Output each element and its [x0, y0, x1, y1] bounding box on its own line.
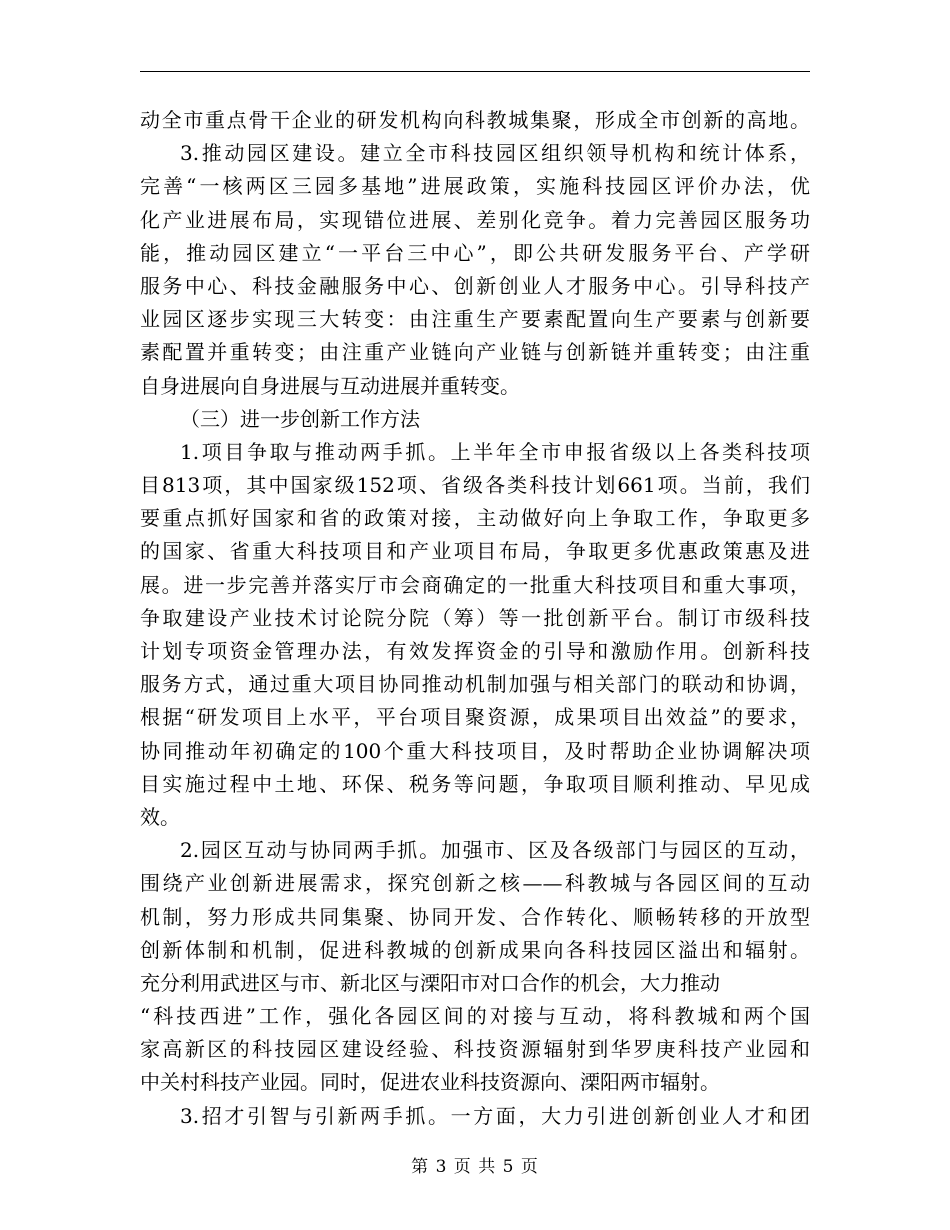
text-line: 机制，努力形成共同集聚、协同开发、合作转化、顺畅转移的开放型	[140, 904, 810, 929]
text-line: 充分利用武进区与市、新北区与溧阳市对口合作的机会，大力推动	[140, 970, 720, 995]
text-line: 家高新区的科技园区建设经验、科技资源辐射到华罗庚科技产业园和	[140, 1037, 810, 1062]
text-line: 要重点抓好国家和省的政策对接，主动做好向上争取工作，争取更多	[140, 506, 810, 531]
text-line: 争取建设产业技术讨论院分院（筹）等一批创新平台。制订市级科技	[140, 605, 810, 630]
text-line: （三）进一步创新工作方法	[180, 406, 420, 431]
text-line: 根据“研发项目上水平，平台项目聚资源，成果项目出效益”的要求，	[140, 705, 810, 730]
text-line: 化产业进展布局，实现错位进展、差别化竞争。着力完善园区服务功	[140, 207, 810, 232]
text-line: 1.项目争取与推动两手抓。上半年全市申报省级以上各类科技项	[180, 439, 810, 464]
document-body	[140, 104, 810, 1133]
page-footer: 第 3 页 共 5 页	[411, 1157, 539, 1177]
text-line: 协同推动年初确定的100个重大科技项目，及时帮助企业协调解决项	[140, 738, 810, 763]
text-line: “科技西进”工作，强化各园区间的对接与互动，将科教城和两个国	[140, 1004, 810, 1029]
text-line: 完善“一核两区三园多基地”进展政策，实施科技园区评价办法，优	[140, 174, 810, 199]
text-line: 计划专项资金管理办法，有效发挥资金的引导和激励作用。创新科技	[140, 639, 810, 663]
text-line: 创新体制和机制，促进科教城的创新成果向各科技园区溢出和辐射。	[140, 937, 810, 962]
header-rule	[140, 71, 810, 72]
text-line: 服务方式，通过重大项目协同推动机制加强与相关部门的联动和协调，	[140, 672, 810, 697]
text-line: 动全市重点骨干企业的研发机构向科教城集聚，形成全市创新的高地。	[140, 108, 810, 132]
text-line: 3.推动园区建设。建立全市科技园区组织领导机构和统计体系，	[180, 141, 810, 166]
text-line: 3.招才引智与引新两手抓。一方面，大力引进创新创业人才和团	[180, 1103, 810, 1128]
text-line: 服务中心、科技金融服务中心、创新创业人才服务中心。引导科技产	[140, 273, 810, 298]
text-line: 素配置并重转变；由注重产业链向产业链与创新链并重转变；由注重	[140, 340, 810, 365]
text-line: 业园区逐步实现三大转变：由注重生产要素配置向生产要素与创新要	[140, 307, 810, 332]
text-line: 中关村科技产业园。同时，促进农业科技资源向、溧阳两市辐射。	[140, 1070, 720, 1095]
text-line: 效。	[140, 804, 180, 829]
text-line: 能，推动园区建立“一平台三中心”，即公共研发服务平台、产学研	[140, 240, 810, 265]
text-line: 目813项，其中国家级152项、省级各类科技计划661项。当前，我们	[140, 473, 810, 498]
text-line: 目实施过程中土地、环保、税务等问题，争取项目顺利推动、早见成	[140, 771, 810, 796]
text-line: 围绕产业创新进展需求，探究创新之核——科教城与各园区间的互动	[140, 871, 810, 896]
text-line: 的国家、省重大科技项目和产业项目布局，争取更多优惠政策惠及进	[140, 539, 810, 564]
text-line: 2.园区互动与协同两手抓。加强市、区及各级部门与园区的互动，	[180, 838, 810, 863]
text-line: 展。进一步完善并落实厅市会商确定的一批重大科技项目和重大事项，	[140, 572, 810, 597]
text-line: 自身进展向自身进展与互动进展并重转变。	[140, 373, 520, 398]
